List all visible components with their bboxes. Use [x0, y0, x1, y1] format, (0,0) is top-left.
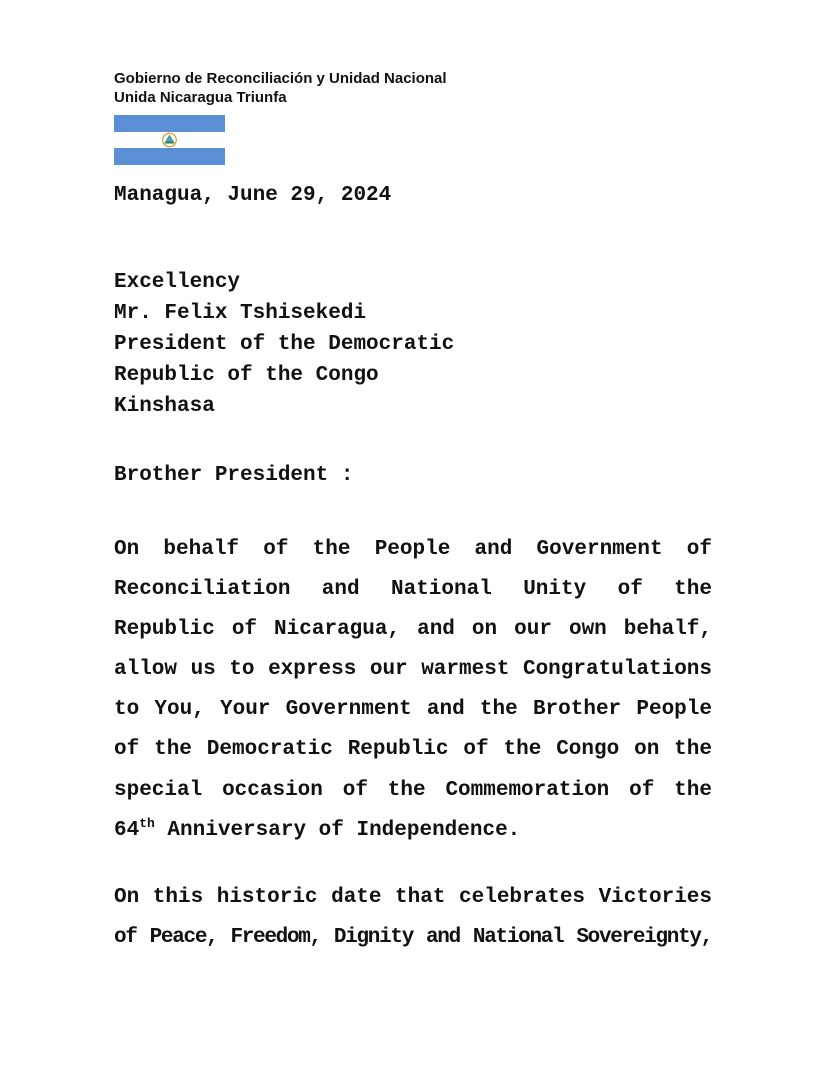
letterhead [114, 69, 447, 107]
government-name: Gobierno de Reconciliación y Unidad Nacional [114, 70, 447, 87]
government-motto: Unida Nicaragua Triunfa [114, 89, 287, 106]
paragraph-congratulations [114, 530, 712, 851]
nicaragua-flag [114, 115, 225, 165]
paragraph-line: of the Democratic Republic of the Congo on the [114, 738, 712, 762]
paragraph-line: Republic of Nicaragua, and on our own behalf, [114, 618, 712, 642]
salutation: Brother President : [114, 464, 354, 487]
anniversary-text: Anniversary of Independence. [154, 818, 521, 842]
ordinal-suffix: th [139, 815, 155, 831]
paragraph-line: of Peace, Freedom, Dignity and National Sovereignty, [114, 926, 712, 950]
paragraph-line: to You, Your Government and the Brother People [114, 698, 712, 722]
recipient-country: Republic of the Congo [114, 364, 379, 387]
letter-date: Managua, June 29, 2024 [114, 184, 392, 207]
anniversary-number: 64 [114, 818, 140, 842]
coat-of-arms-icon [161, 132, 178, 148]
paragraph-line-anniversary [114, 811, 712, 851]
paragraph-line: On this historic date that celebrates Victories [114, 886, 712, 909]
paragraph-line: special occasion of the Commemoration of the [114, 778, 712, 802]
recipient-city: Kinshasa [114, 395, 215, 418]
flag-top-band [114, 115, 225, 132]
paragraph-line: Reconciliation and National Unity of the [114, 578, 712, 602]
recipient-title: President of the Democratic [114, 333, 455, 356]
flag-bottom-band [114, 148, 225, 165]
recipient-name: Mr. Felix Tshisekedi [114, 302, 367, 325]
paragraph-historic-date [114, 878, 712, 958]
recipient-address [114, 267, 454, 422]
paragraph-line: allow us to express our warmest Congratulations [114, 658, 712, 682]
recipient-honorific: Excellency [114, 271, 241, 294]
paragraph-line: On behalf of the People and Government of [114, 538, 712, 561]
